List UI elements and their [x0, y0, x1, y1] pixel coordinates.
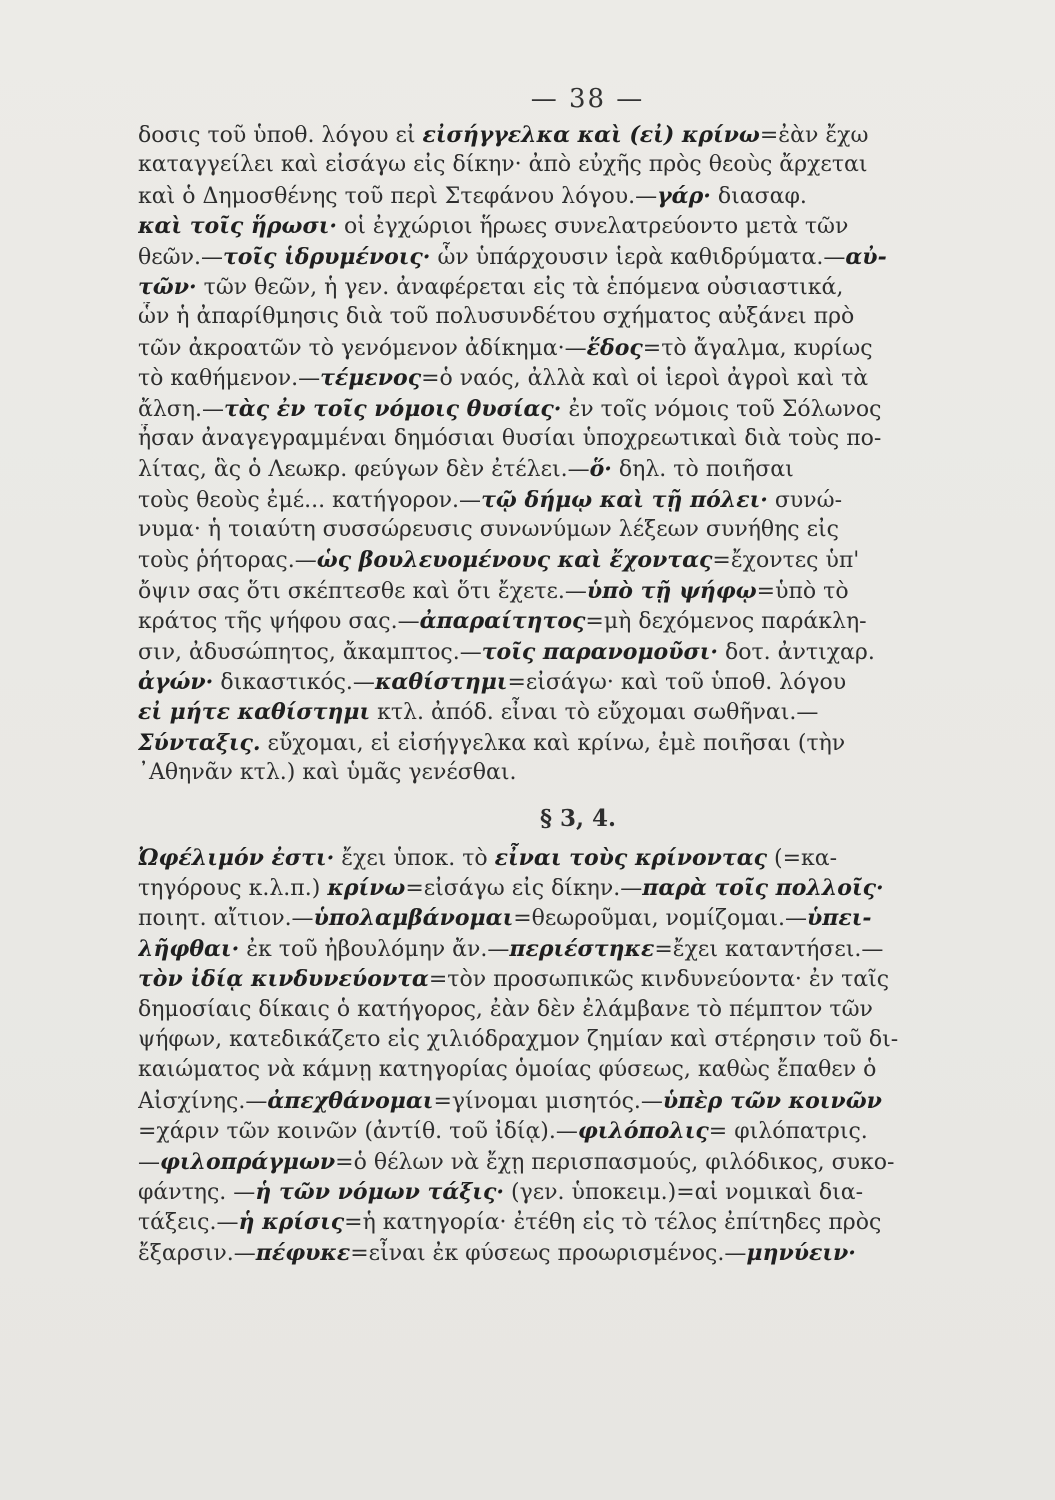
- text-line: ᾿Αθηνᾶν κτλ.) καὶ ὑμᾶς γενέσθαι.: [138, 760, 517, 786]
- text-line: τηγόρους κ.λ.π.) κρίνω=εἰσάγω εἰς δίκην.—παρὰ τοῖς πολλοῖς·: [138, 874, 884, 901]
- text-line: τοὺς ῥήτορας.—ὡς βουλευομένους καὶ ἔχοντας=ἔχοντες ὑπ': [138, 547, 860, 574]
- text-line: σιν, ἀδυσώπητος, ἄκαμπτος.—τοῖς παρανομοῦσι· δοτ. ἀντιχαρ.: [138, 638, 875, 665]
- text-line: τὸν ἰδίᾳ κινδυνεύοντα=τὸν προσωπικῶς κινδυνεύοντα· ἐν ταῖς: [138, 966, 890, 993]
- text-line: δημοσίαις δίκαις ὁ κατήγορος, ἐὰν δὲν ἐλάμβανε τὸ πέμπτον τῶν: [138, 996, 873, 1022]
- commentary-block-2: [138, 843, 1018, 1268]
- text-line: ἄλση.—τὰς ἐν τοῖς νόμοις θυσίας· ἐν τοῖς νόμοις τοῦ Σόλωνος: [138, 395, 882, 422]
- text-line: =χάριν τῶν κοινῶν (ἀντίθ. τοῦ ἰδίᾳ).—φιλόπολις= φιλόπατρις.: [138, 1118, 868, 1145]
- page-number: — 38 —: [530, 84, 645, 114]
- text-line: ὧν ἡ ἀπαρίθμησις διὰ τοῦ πολυσυνδέτου σχήματος αὐξάνει πρὸ: [138, 304, 855, 330]
- text-line: ποιητ. αἴτιον.—ὑπολαμβάνομαι=θεωροῦμαι, νομίζομαι.—ὑπει-: [138, 905, 872, 932]
- page-body: [138, 120, 1018, 1268]
- text-line: Σύνταξις. εὔχομαι, εἰ εἰσήγγελκα καὶ κρίνω, ἐμὲ ποιῆσαι (τὴν: [138, 729, 846, 756]
- text-line: ἦσαν ἀναγεγραμμέναι δημόσιαι θυσίαι ὑποχρεωτικαὶ διὰ τοὺς πο-: [138, 425, 882, 451]
- text-line: τάξεις.—ἡ κρίσις=ἡ κατηγορία· ἐτέθη εἰς τὸ τέλος ἐπίτηδες πρὸς: [138, 1209, 882, 1236]
- text-line: Αἰσχίνης.—ἀπεχθάνομαι=γίνομαι μισητός.—ὑπὲρ τῶν κοινῶν: [138, 1087, 882, 1114]
- text-line: κράτος τῆς ψήφου σας.—ἀπαραίτητος=μὴ δεχόμενος παράκλη-: [138, 608, 867, 635]
- text-line: —φιλοπράγμων=ὁ θέλων νὰ ἔχῃ περισπασμούς, φιλόδικος, συκο-: [138, 1148, 895, 1175]
- text-line: καιώματος νὰ κάμνῃ κατηγορίας ὁμοίας φύσεως, καθὼς ἔπαθεν ὁ: [138, 1057, 877, 1083]
- text-line: λῆφθαι· ἐκ τοῦ ἠβουλόμην ἄν.—περιέστηκε=ἔχει καταντήσει.—: [138, 935, 884, 962]
- text-line: λίτας, ἃς ὁ Λεωκρ. φεύγων δὲν ἐτέλει.—ὅ· δηλ. τὸ ποιῆσαι: [138, 456, 794, 483]
- commentary-block-1: [138, 120, 1018, 789]
- text-line: δοσις τοῦ ὑποθ. λόγου εἰ εἰσήγγελκα καὶ (εἰ) κρίνω=ἐὰν ἔχω: [138, 122, 869, 148]
- text-line: τὸ καθήμενον.—τέμενος=ὁ ναός, ἀλλὰ καὶ οἱ ἱεροὶ ἀγροὶ καὶ τὰ: [138, 365, 869, 392]
- text-line: καταγγείλει καὶ εἰσάγω εἰς δίκην· ἀπὸ εὐχῆς πρὸς θεοὺς ἄρχεται: [138, 152, 868, 178]
- text-line: τῶν· τῶν θεῶν, ἡ γεν. ἀναφέρεται εἰς τὰ ἑπόμενα οὐσιαστικά,: [138, 273, 844, 300]
- text-line: ἔξαρσιν.—πέφυκε=εἶναι ἐκ φύσεως προωρισμένος.—μηνύειν·: [138, 1239, 856, 1266]
- text-line: νυμα· ἡ τοιαύτη συσσώρευσις συνωνύμων λέξεων συνήθης εἰς: [138, 517, 839, 543]
- section-heading: § 3, 4.: [539, 804, 617, 832]
- text-line: ψήφων, κατεδικάζετο εἰς χιλιόδραχμον ζημίαν καὶ στέρησιν τοῦ δι-: [138, 1026, 899, 1052]
- text-line: καὶ ὁ Δημοσθένης τοῦ περὶ Στεφάνου λόγου.—γάρ· διασαφ.: [138, 182, 807, 209]
- text-line: τοὺς θεοὺς ἐμέ... κατήγορον.—τῷ δήμῳ καὶ τῇ πόλει· συνώ-: [138, 486, 843, 513]
- text-line: Ὠφέλιμόν ἐστι· ἔχει ὑποκ. τὸ εἶναι τοὺς κρίνοντας (=κα-: [138, 844, 838, 871]
- text-line: ὄψιν σας ὅτι σκέπτεσθε καὶ ὅτι ἔχετε.—ὑπὸ τῇ ψήφῳ=ὑπὸ τὸ: [138, 577, 849, 604]
- text-line: καὶ τοῖς ἥρωσι· οἱ ἐγχώριοι ἥρωες συνελατρεύοντο μετὰ τῶν: [138, 213, 849, 240]
- text-line: τῶν ἀκροατῶν τὸ γενόμενον ἀδίκημα·—ἕδος=τὸ ἄγαλμα, κυρίως: [138, 334, 873, 361]
- text-line: θεῶν.—τοῖς ἱδρυμένοις· ὧν ὑπάρχουσιν ἱερὰ καθιδρύματα.—αὐ-: [138, 243, 887, 270]
- text-line: εἰ μήτε καθίστημι κτλ. ἀπόδ. εἶναι τὸ εὔχομαι σωθῆναι.—: [138, 699, 819, 726]
- text-line: φάντης. —ἡ τῶν νόμων τάξις· (γεν. ὑποκειμ.)=αἱ νομικαὶ δια-: [138, 1178, 864, 1205]
- text-line: ἀγών· δικαστικός.—καθίστημι=εἰσάγω· καὶ τοῦ ὑποθ. λόγου: [138, 669, 847, 696]
